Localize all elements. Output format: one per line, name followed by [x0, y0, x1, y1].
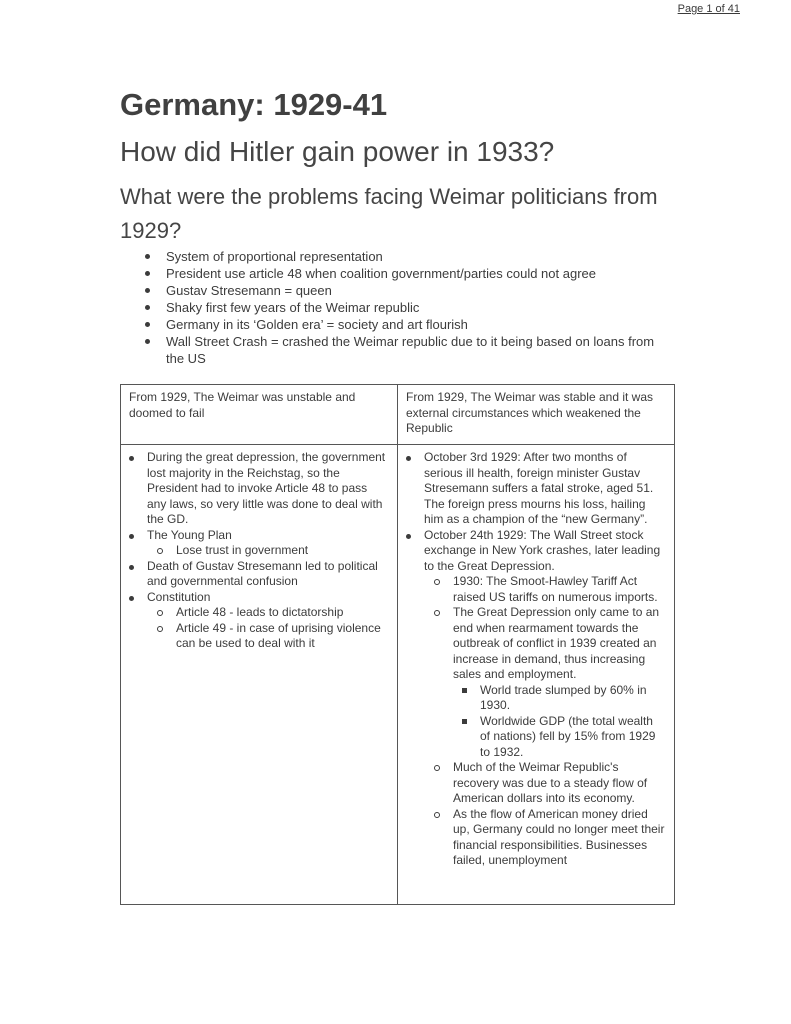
table-body-cell-left — [121, 445, 398, 905]
list-item — [434, 807, 666, 869]
circle-bullet-icon — [434, 765, 440, 771]
list-item — [145, 299, 672, 316]
circle-bullet-icon — [157, 610, 163, 616]
list-item-text: As the flow of American money dried up, Germany could no longer meet their financial responsibilities. Businesses failed, unemployment — [453, 806, 665, 867]
disc-bullet-icon — [406, 456, 411, 461]
disc-bullet-icon — [129, 456, 134, 461]
list-item-text: Shaky first few years of the Weimar republic — [166, 300, 420, 315]
list-item — [157, 543, 389, 559]
list-item-text: Article 48 - leads to dictatorship — [176, 605, 344, 619]
square-bullet-icon — [462, 719, 467, 724]
table-body-row — [121, 445, 675, 905]
disc-bullet-icon — [145, 288, 150, 293]
list-item-text: World trade slumped by 60% in 1930. — [480, 682, 647, 712]
list-item — [145, 248, 672, 265]
disc-bullet-icon — [145, 305, 150, 310]
table-header-row — [121, 385, 675, 445]
circle-bullet-icon — [434, 610, 440, 616]
list-item-text: October 24th 1929: The Wall Street stock exchange in New York crashes, later leading to the Great Depression. — [424, 527, 661, 573]
disc-bullet-icon — [145, 271, 150, 276]
list-item-text: Article 49 - in case of uprising violence can be used to deal with it — [176, 620, 381, 650]
circle-bullet-icon — [157, 626, 163, 632]
comparison-table — [120, 384, 675, 905]
list-item-text: During the great depression, the government lost majority in the Reichstag, so the President had to invoke Article 48 to pass any laws, so very little was done to deal with the GD. — [147, 450, 386, 526]
circle-bullet-icon — [434, 579, 440, 585]
list-item-text: 1930: The Smoot-Hawley Tariff Act raised US tariffs on numerous imports. — [453, 574, 658, 604]
disc-bullet-icon — [406, 534, 411, 539]
square-bullet-icon — [462, 688, 467, 693]
list-item — [129, 528, 389, 544]
list-item — [157, 621, 389, 652]
table-header-cell-left: From 1929, The Weimar was unstable and doomed to fail — [121, 385, 398, 445]
document-subtitle: How did Hitler gain power in 1933? — [120, 136, 555, 167]
disc-bullet-icon — [145, 322, 150, 327]
disc-bullet-icon — [129, 565, 134, 570]
table-body-cell-right — [398, 445, 675, 905]
list-item-text: October 3rd 1929: After two months of serious ill health, foreign minister Gustav Stresemann suffers a fatal stroke, aged 51. The foreign press mourns his loss, hailing him as a champion of the “new Germany”. — [424, 450, 654, 526]
disc-bullet-icon — [145, 254, 150, 259]
disc-bullet-icon — [129, 596, 134, 601]
list-item — [157, 605, 389, 621]
list-item — [406, 528, 666, 575]
table-cell-list-right — [406, 450, 666, 869]
list-item-text: Death of Gustav Stresemann led to political and governmental confusion — [147, 558, 378, 588]
list-item — [129, 450, 389, 528]
list-item — [129, 559, 389, 590]
intro-bullet-list — [120, 248, 672, 367]
list-item-text: President use article 48 when coalition government/parties could not agree — [166, 266, 596, 281]
circle-bullet-icon — [434, 812, 440, 818]
list-item-text: Wall Street Crash = crashed the Weimar republic due to it being based on loans from the US — [166, 334, 655, 366]
list-item — [462, 714, 666, 761]
table-cell-list-left — [129, 450, 389, 652]
section-heading: What were the problems facing Weimar politicians from 1929? — [120, 184, 658, 243]
list-item — [462, 683, 666, 714]
list-item — [434, 605, 666, 683]
circle-bullet-icon — [157, 548, 163, 554]
list-item-text: Constitution — [147, 589, 211, 604]
list-item-text: Lose trust in government — [176, 543, 309, 557]
list-item — [145, 265, 672, 282]
list-item-text: Gustav Stresemann = queen — [166, 283, 332, 298]
document-title: Germany: 1929-41 — [120, 87, 388, 122]
list-item — [129, 590, 389, 606]
list-item — [434, 760, 666, 807]
page-number: Page 1 of 41 — [677, 3, 740, 15]
list-item-text: Germany in its ‘Golden era’ = society and art flourish — [166, 317, 468, 332]
list-item — [434, 574, 666, 605]
list-item-text: Much of the Weimar Republic's recovery was due to a steady flow of American dollars into its economy. — [453, 760, 648, 805]
list-item-text: The Great Depression only came to an end when rearmament towards the outbreak of conflict in 1939 created an increase in demand, thus increasing sales and employment. — [453, 605, 660, 681]
list-item-text: System of proportional representation — [166, 249, 383, 264]
table-header-cell-right: From 1929, The Weimar was stable and it was external circumstances which weakened the Republic — [398, 385, 675, 445]
list-item-text: The Young Plan — [147, 527, 232, 542]
list-item-text: Worldwide GDP (the total wealth of nations) fell by 15% from 1929 to 1932. — [480, 713, 656, 759]
disc-bullet-icon — [129, 534, 134, 539]
list-item — [406, 450, 666, 528]
disc-bullet-icon — [145, 339, 150, 344]
list-item — [145, 333, 672, 367]
list-item — [145, 316, 672, 333]
list-item — [145, 282, 672, 299]
